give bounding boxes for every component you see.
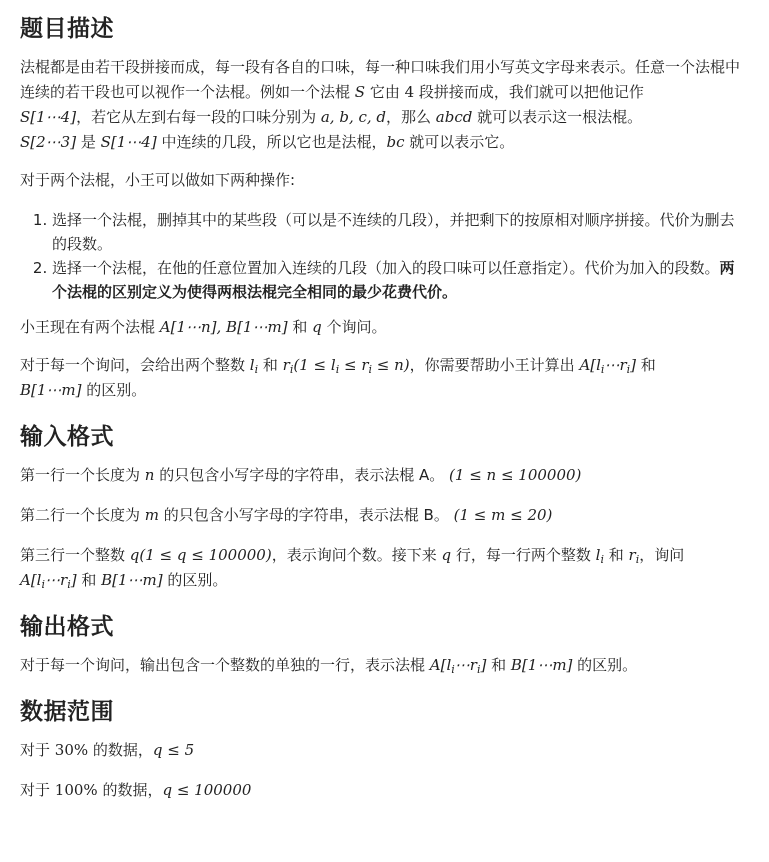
section-title-description: 题目描述 [20,16,114,42]
math: abcd [435,108,473,126]
math: a, b, c, d [320,108,387,126]
input-line-2: 第二行一个长度为 m 的只包含小写字母的字符串，表示法棍 B。 (1 ≤ m ≤ 20) [20,506,553,524]
section-title-output: 输出格式 [20,614,114,640]
text: 中连续的几段，所以它也是法棍， [156,133,387,151]
math: bc [386,133,405,151]
math: S [354,83,366,101]
description-paragraph-1 [20,55,744,155]
text: 法棍都是由若干段拼接而成，每一段有各自的口味，每一种口味我们用小写英文字母来表示。任意一个法棍中连续的若干段也可以视作一个法棍。例如一个法棍 [20,58,741,101]
input-line-3: 第三行一个整数 q(1 ≤ q ≤ 100000)，表示询问个数。接下来 q 行，每一行两个整数 $l_i$ 和 $r_i$，询问 $A[l_i\cdots r_i]$ 和 B[1⋯m] 的区别。 [20,546,685,591]
text: 和 [258,356,283,374]
text: 和 [636,356,656,374]
math: $r_i(1 \le l_i \le r_i \le n)$ [282,356,410,376]
description-paragraph-3 [20,315,744,340]
text: 对于每一个询问，会给出两个整数 [20,356,250,374]
operation-text: 选择一个法棍，删掉其中的某些段（可以是不连续的几段），并把剩下的按原相对顺序拼接。代价为删去的段数。 [52,211,735,253]
text: 和 [287,318,313,336]
range-line-2: 对于 100% 的数据，q ≤ 100000 [20,781,252,799]
operation-item [52,208,744,256]
math: $l_i$ [249,356,259,376]
math: B[1⋯m] [20,381,82,399]
description-paragraph-4 [20,353,744,403]
text: ，那么 [386,108,436,126]
text: 就可以表示它。 [404,133,515,151]
text: 段拼接而成，我们就可以把他记作 [414,83,644,101]
text: 是 [76,133,101,151]
text: ，若它从左到右每一段的口味分别为 [76,108,321,126]
math: S[2⋯3] [20,133,77,151]
math: S[1⋯4] [20,108,77,126]
math: S[1⋯4] [100,133,157,151]
operation-item [52,256,744,304]
input-line-1: 第一行一个长度为 n 的只包含小写字母的字符串，表示法棍 A。 (1 ≤ n ≤ 100000) [20,466,582,484]
text: 小王现在有两个法棍 [20,318,160,336]
math: A[1⋯n], B[1⋯m] [159,318,288,336]
text: 个询问。 [321,318,387,336]
description-paragraph-2: 对于两个法棍，小王可以做如下两种操作: [20,171,296,189]
section-title-range: 数据范围 [20,699,114,725]
math: 4 [404,83,415,101]
text: ，你需要帮助小王计算出 [409,356,580,374]
text: 它由 [365,83,405,101]
output-line-1: 对于每一个询问，输出包含一个整数的单独的一行，表示法棍 $A[l_i\cdots r_i]$ 和 B[1⋯m] 的区别。 [20,656,638,676]
text: 就可以表示这一根法棍。 [472,108,643,126]
section-title-input: 输入格式 [20,424,114,450]
text: 的区别。 [81,381,147,399]
math: q [312,318,322,336]
difference-definition: 两个法棍的区别定义为使得两根法棍完全相同的最少花费代价。 [52,259,735,301]
operation-text: 选择一个法棍，在他的任意位置加入连续的几段（加入的段口味可以任意指定）。代价为加入的段数。 [52,259,720,277]
range-line-1: 对于 30% 的数据，q ≤ 5 [20,741,195,759]
math: $A[l_i\cdots r_i]$ [579,356,637,376]
operations-list [20,208,744,304]
